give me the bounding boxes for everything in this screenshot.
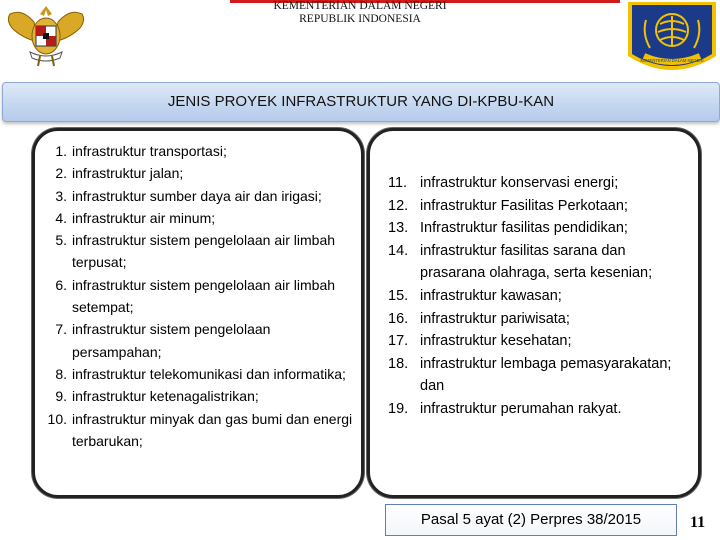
list-item-text: infrastruktur konservasi energi; xyxy=(420,175,619,191)
country-name: REPUBLIK INDONESIA xyxy=(299,13,421,25)
ministry-header xyxy=(200,0,520,26)
list-item-number: 18. xyxy=(388,355,409,372)
left-list-panel xyxy=(32,128,364,498)
right-infrastructure-list xyxy=(388,172,694,421)
list-item-number: 4. xyxy=(55,209,67,226)
list-item xyxy=(43,207,355,229)
list-item-text: infrastruktur telekomunikasi dan informatika; xyxy=(72,365,346,382)
page-number: 11 xyxy=(690,514,706,531)
list-item-text: infrastruktur fasilitas sarana dan prasarana olahraga, serta kesenian; xyxy=(420,242,653,282)
list-item-number: 19. xyxy=(388,400,409,417)
list-item-text: infrastruktur Fasilitas Perkotaan; xyxy=(420,197,628,214)
list-item-text: infrastruktur sistem pengelolaan air limbah setempat; xyxy=(72,276,336,316)
list-item-text: infrastruktur ketenagalistrikan; xyxy=(72,388,259,405)
list-item xyxy=(388,172,694,195)
list-item-text: infrastruktur kesehatan; xyxy=(420,333,572,350)
list-item-text: infrastruktur lembaga pemasyarakatan; dan xyxy=(420,355,672,395)
list-item xyxy=(43,229,355,274)
list-item xyxy=(388,240,694,285)
list-item-number: 11. xyxy=(388,175,408,191)
list-item-number: 2. xyxy=(55,165,67,182)
list-item-number: 14. xyxy=(388,242,409,259)
emblem-ribbon-text: KEMENTERIAN DALAM NEGERI xyxy=(640,58,704,63)
list-item-text: infrastruktur sistem pengelolaan air limbah terpusat; xyxy=(72,232,336,271)
list-item-number: 9. xyxy=(55,388,67,405)
list-item-number: 3. xyxy=(55,187,67,204)
list-item xyxy=(43,408,355,453)
list-item xyxy=(43,274,355,319)
citation-text: Pasal 5 ayat (2) Perpres 38/2015 xyxy=(420,511,642,528)
list-item xyxy=(43,318,355,363)
list-item xyxy=(43,162,355,184)
list-item-number: 5. xyxy=(55,232,67,249)
list-item-number: 6. xyxy=(55,276,67,293)
list-item-text: infrastruktur perumahan rakyat. xyxy=(420,400,622,417)
list-item-text: infrastruktur jalan; xyxy=(72,165,184,182)
list-item-text: infrastruktur sumber daya air dan irigasi; xyxy=(72,187,322,204)
list-item xyxy=(388,330,694,353)
legal-citation xyxy=(385,504,677,536)
title-bar xyxy=(2,82,720,122)
kemendagri-emblem-icon xyxy=(624,0,720,80)
list-item xyxy=(388,353,694,398)
list-item xyxy=(43,385,355,407)
list-item-text: infrastruktur minyak dan gas bumi dan energi terbarukan; xyxy=(72,410,353,449)
list-item-number: 15. xyxy=(388,287,409,304)
list-item-text: infrastruktur sistem pengelolaan persampahan; xyxy=(72,321,271,360)
list-item-number: 8. xyxy=(55,365,67,382)
left-infrastructure-list xyxy=(43,140,355,452)
list-item-text: infrastruktur air minum; xyxy=(72,209,216,226)
list-item-number: 12. xyxy=(388,197,409,214)
garuda-emblem-icon xyxy=(0,0,92,68)
ministry-name: KEMENTERIAN DALAM NEGERI xyxy=(273,0,447,12)
list-item xyxy=(388,398,694,421)
list-item-text: Infrastruktur fasilitas pendidikan; xyxy=(420,220,628,237)
list-item xyxy=(388,195,694,218)
list-item xyxy=(43,185,355,207)
list-item-text: infrastruktur kawasan; xyxy=(420,287,562,304)
list-item xyxy=(388,308,694,331)
list-item-number: 7. xyxy=(55,321,67,338)
right-list-panel xyxy=(367,128,701,498)
list-item-number: 16. xyxy=(388,310,409,327)
list-item xyxy=(43,363,355,385)
list-item xyxy=(43,140,355,162)
list-item-number: 13. xyxy=(388,220,409,237)
page-title: JENIS PROYEK INFRASTRUKTUR YANG DI-KPBU-KAN xyxy=(167,93,555,110)
list-item-number: 1. xyxy=(55,143,67,159)
list-item-text: infrastruktur transportasi; xyxy=(72,143,227,159)
list-item-text: infrastruktur pariwisata; xyxy=(420,310,570,327)
list-item xyxy=(388,285,694,308)
list-item-number: 17. xyxy=(388,333,409,350)
list-item xyxy=(388,217,694,240)
list-item-number: 10. xyxy=(47,410,67,427)
